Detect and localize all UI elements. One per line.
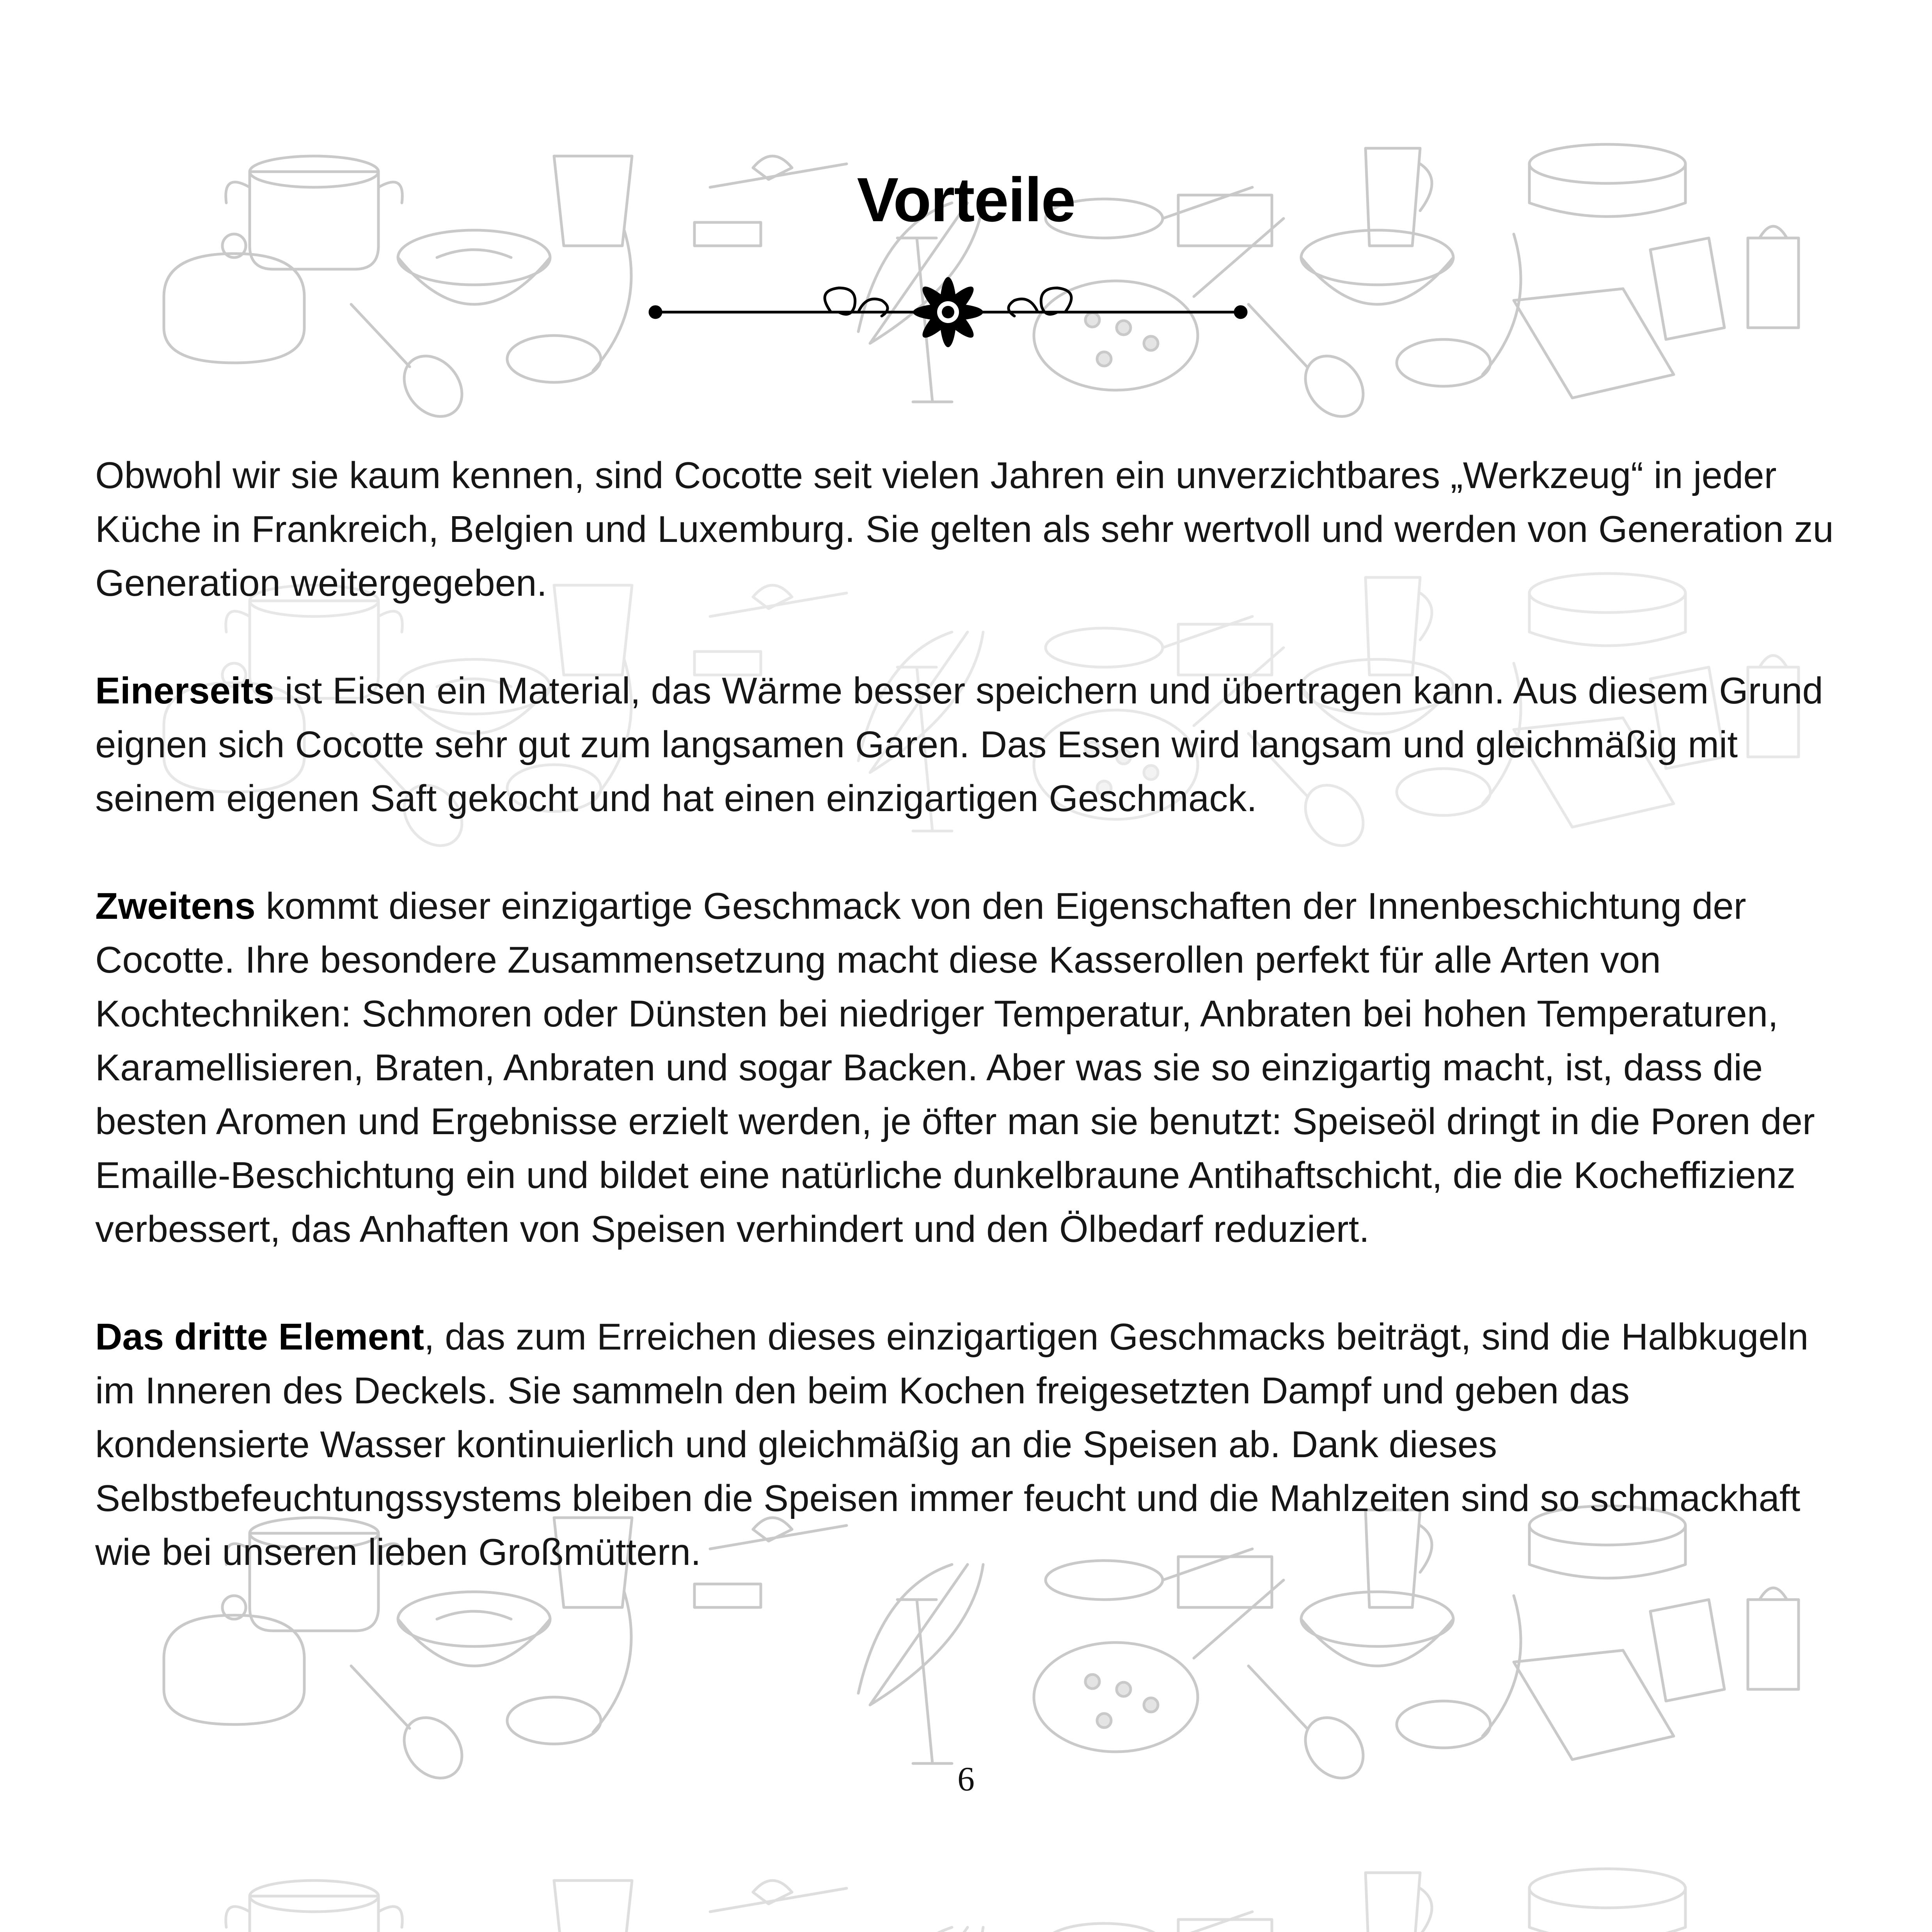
paragraph <box>95 664 1843 826</box>
paragraph-text: ist Eisen ein Material, das Wärme besser speichern und übertragen kann. Aus diesem Grund eignen sich Cocotte sehr gut zum langsamen Garen. Das Essen wird langsam und gleichmäßig mit seinem eigenen Saft gekocht und hat einen einzigartigen Geschmack. <box>95 670 1823 819</box>
body-text <box>95 449 1843 1579</box>
flower-divider-icon <box>648 265 1248 359</box>
paragraph <box>95 879 1843 1256</box>
paragraph-text: , das zum Erreichen dieses einzigartigen Geschmacks beiträgt, sind die Halbkugeln im Inneren des Deckels. Sie sammeln den beim Kochen freigesetzten Dampf und geben das kondensierte Wasser kontinuierlich und gleichmäßig an die Speisen ab. Dank dieses Selbstbefeuchtungssystems bleiben die Speisen immer feucht und die Mahlzeiten sind so schmackhaft wie bei unseren lieben Großmüttern. <box>95 1316 1809 1573</box>
paragraph <box>95 449 1843 610</box>
page-title: Vorteile <box>857 165 1075 234</box>
paragraph-text: Obwohl wir sie kaum kennen, sind Cocotte seit vielen Jahren ein unverzichtbares „Werkzeug“ in jeder Küche in Frankreich, Belgien und Luxemburg. Sie gelten als sehr wertvoll und werden von Generation zu Generation weitergegeben. <box>95 455 1834 604</box>
paragraph-text: kommt dieser einzigartige Geschmack von den Eigenschaften der Innenbeschichtung der Cocotte. Ihre besondere Zusammensetzung macht diese Kasserollen perfekt für alle Arten von Kochtechniken: Schmoren oder Dünsten bei niedriger Temperatur, Anbraten bei hohen Temperaturen, Karamellisieren, Braten, Anbraten und sogar Backen. Aber was sie so einzigartig macht, ist, dass die besten Aromen und Ergebnisse erzielt werden, je öfter man sie benutzt: Speiseöl dringt in die Poren der Emaille-Beschichtung ein und bildet eine natürliche dunkelbraune Antihaftschicht, die die Kocheffizienz verbessert, das Anhaften von Speisen verhindert und den Ölbedarf reduziert. <box>95 885 1815 1250</box>
paragraph <box>95 1310 1843 1579</box>
paragraph-lead: Zweitens <box>95 885 256 927</box>
paragraph-lead: Das dritte Element <box>95 1316 424 1358</box>
paragraph-lead: Einerseits <box>95 670 274 712</box>
page-number: 6 <box>957 1760 975 1798</box>
